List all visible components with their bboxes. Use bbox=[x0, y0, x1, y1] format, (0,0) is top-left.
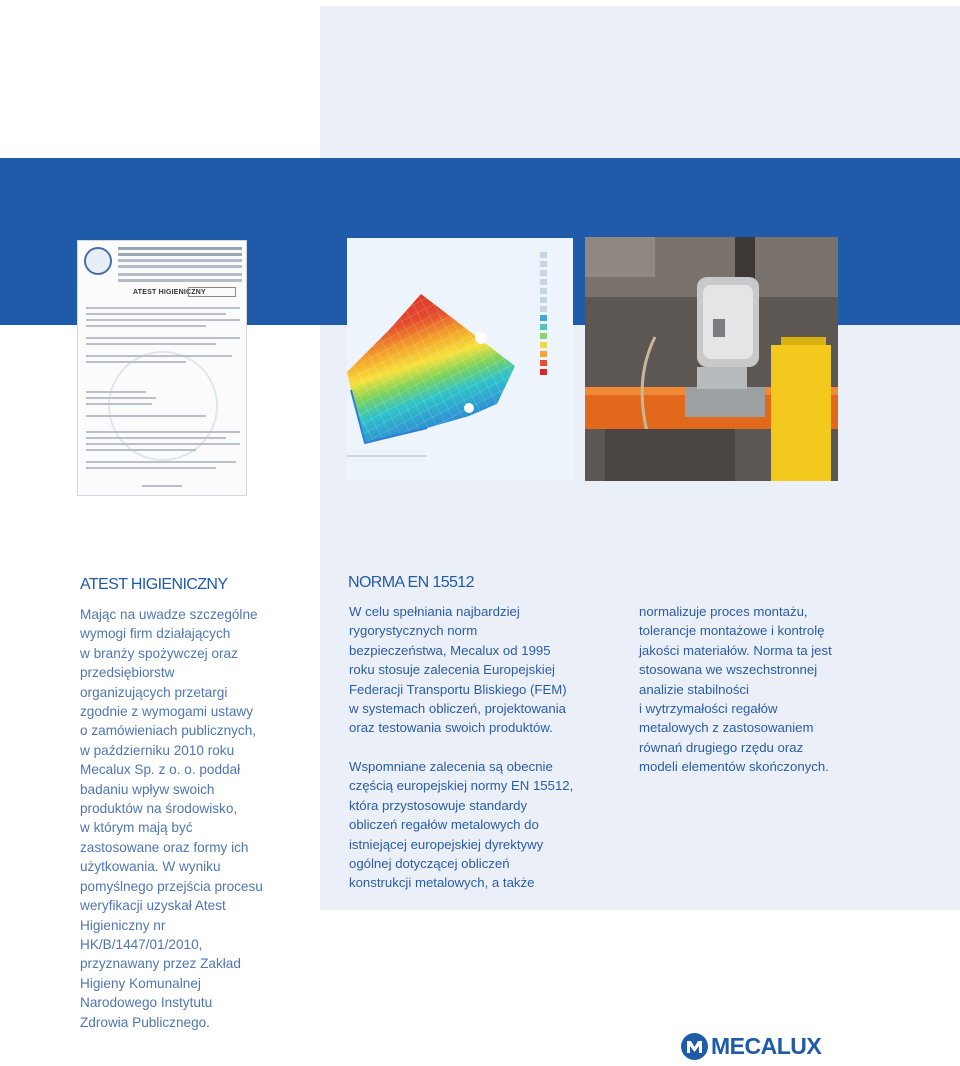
test-machine-icon bbox=[585, 237, 838, 481]
col2-paragraph-1: W celu spełniania najbardziej rygorystycznych norm bezpieczeństwa, Mecalux od 1995 roku stosuje zalecenia Europejskiej Federacji Transportu Bliskiego (FEM) w systemach obliczeń, projektowania oraz testowania swoich produktów. bbox=[349, 604, 567, 736]
certificate-image bbox=[77, 240, 247, 496]
heading-norma-en-15512: NORMA EN 15512 bbox=[348, 574, 474, 591]
col3-paragraph: normalizuje proces montażu, tolerancje montażowe i kontrolę jakości materiałów. Norma ta jest stosowana we wszechstronnej analizie stabilności i wytrzymałości regałów metalowych z zastosowaniem równań drugiego rzędu oraz modeli elementów skończonych. bbox=[639, 604, 832, 775]
fem-legend bbox=[540, 252, 566, 378]
heading-atest-higieniczny: ATEST HIGIENICZNY bbox=[80, 576, 228, 593]
col2-paragraph-2: Wspomniane zalecenia są obecnie częścią europejskiej normy EN 15512, która przystosowuje standardy obliczeń regałów metalowych do istniejącej europejskiej dyrektywy ogólnej dotyczącej obliczeń konstrukcji metalowych, a także bbox=[349, 759, 574, 891]
mecalux-logo-icon bbox=[681, 1033, 708, 1060]
load-cell-test-photo bbox=[585, 237, 838, 481]
institute-seal-icon bbox=[84, 247, 112, 275]
certificate-title: ATEST HIGIENICZNY bbox=[133, 289, 206, 296]
mecalux-logo-text: MECALUX bbox=[711, 1033, 822, 1059]
mecalux-logo bbox=[681, 1033, 821, 1060]
col1-paragraph: Mając na uwadze szczególne wymogi firm działających w branży spożywczej oraz przedsiębiorstw organizujących przetargi zgodnie z wymogami ustawy o zamówieniach publicznych, w październiku 2010 roku Mecalux Sp. z o. o. poddał badaniu wpływ swoich produktów na środowisko, w którym mają być zastosowane oraz formy ich użytkowania. W wyniku pomyślnego przejścia procesu weryfikacji uzyskał Atest Higieniczny nr HK/B/1447/01/2010, przyznawany przez Zakład Higieny Komunalnej Narodowego Instytutu Zdrowia Publicznego. bbox=[80, 607, 263, 1030]
fem-simulation-image bbox=[347, 238, 573, 481]
